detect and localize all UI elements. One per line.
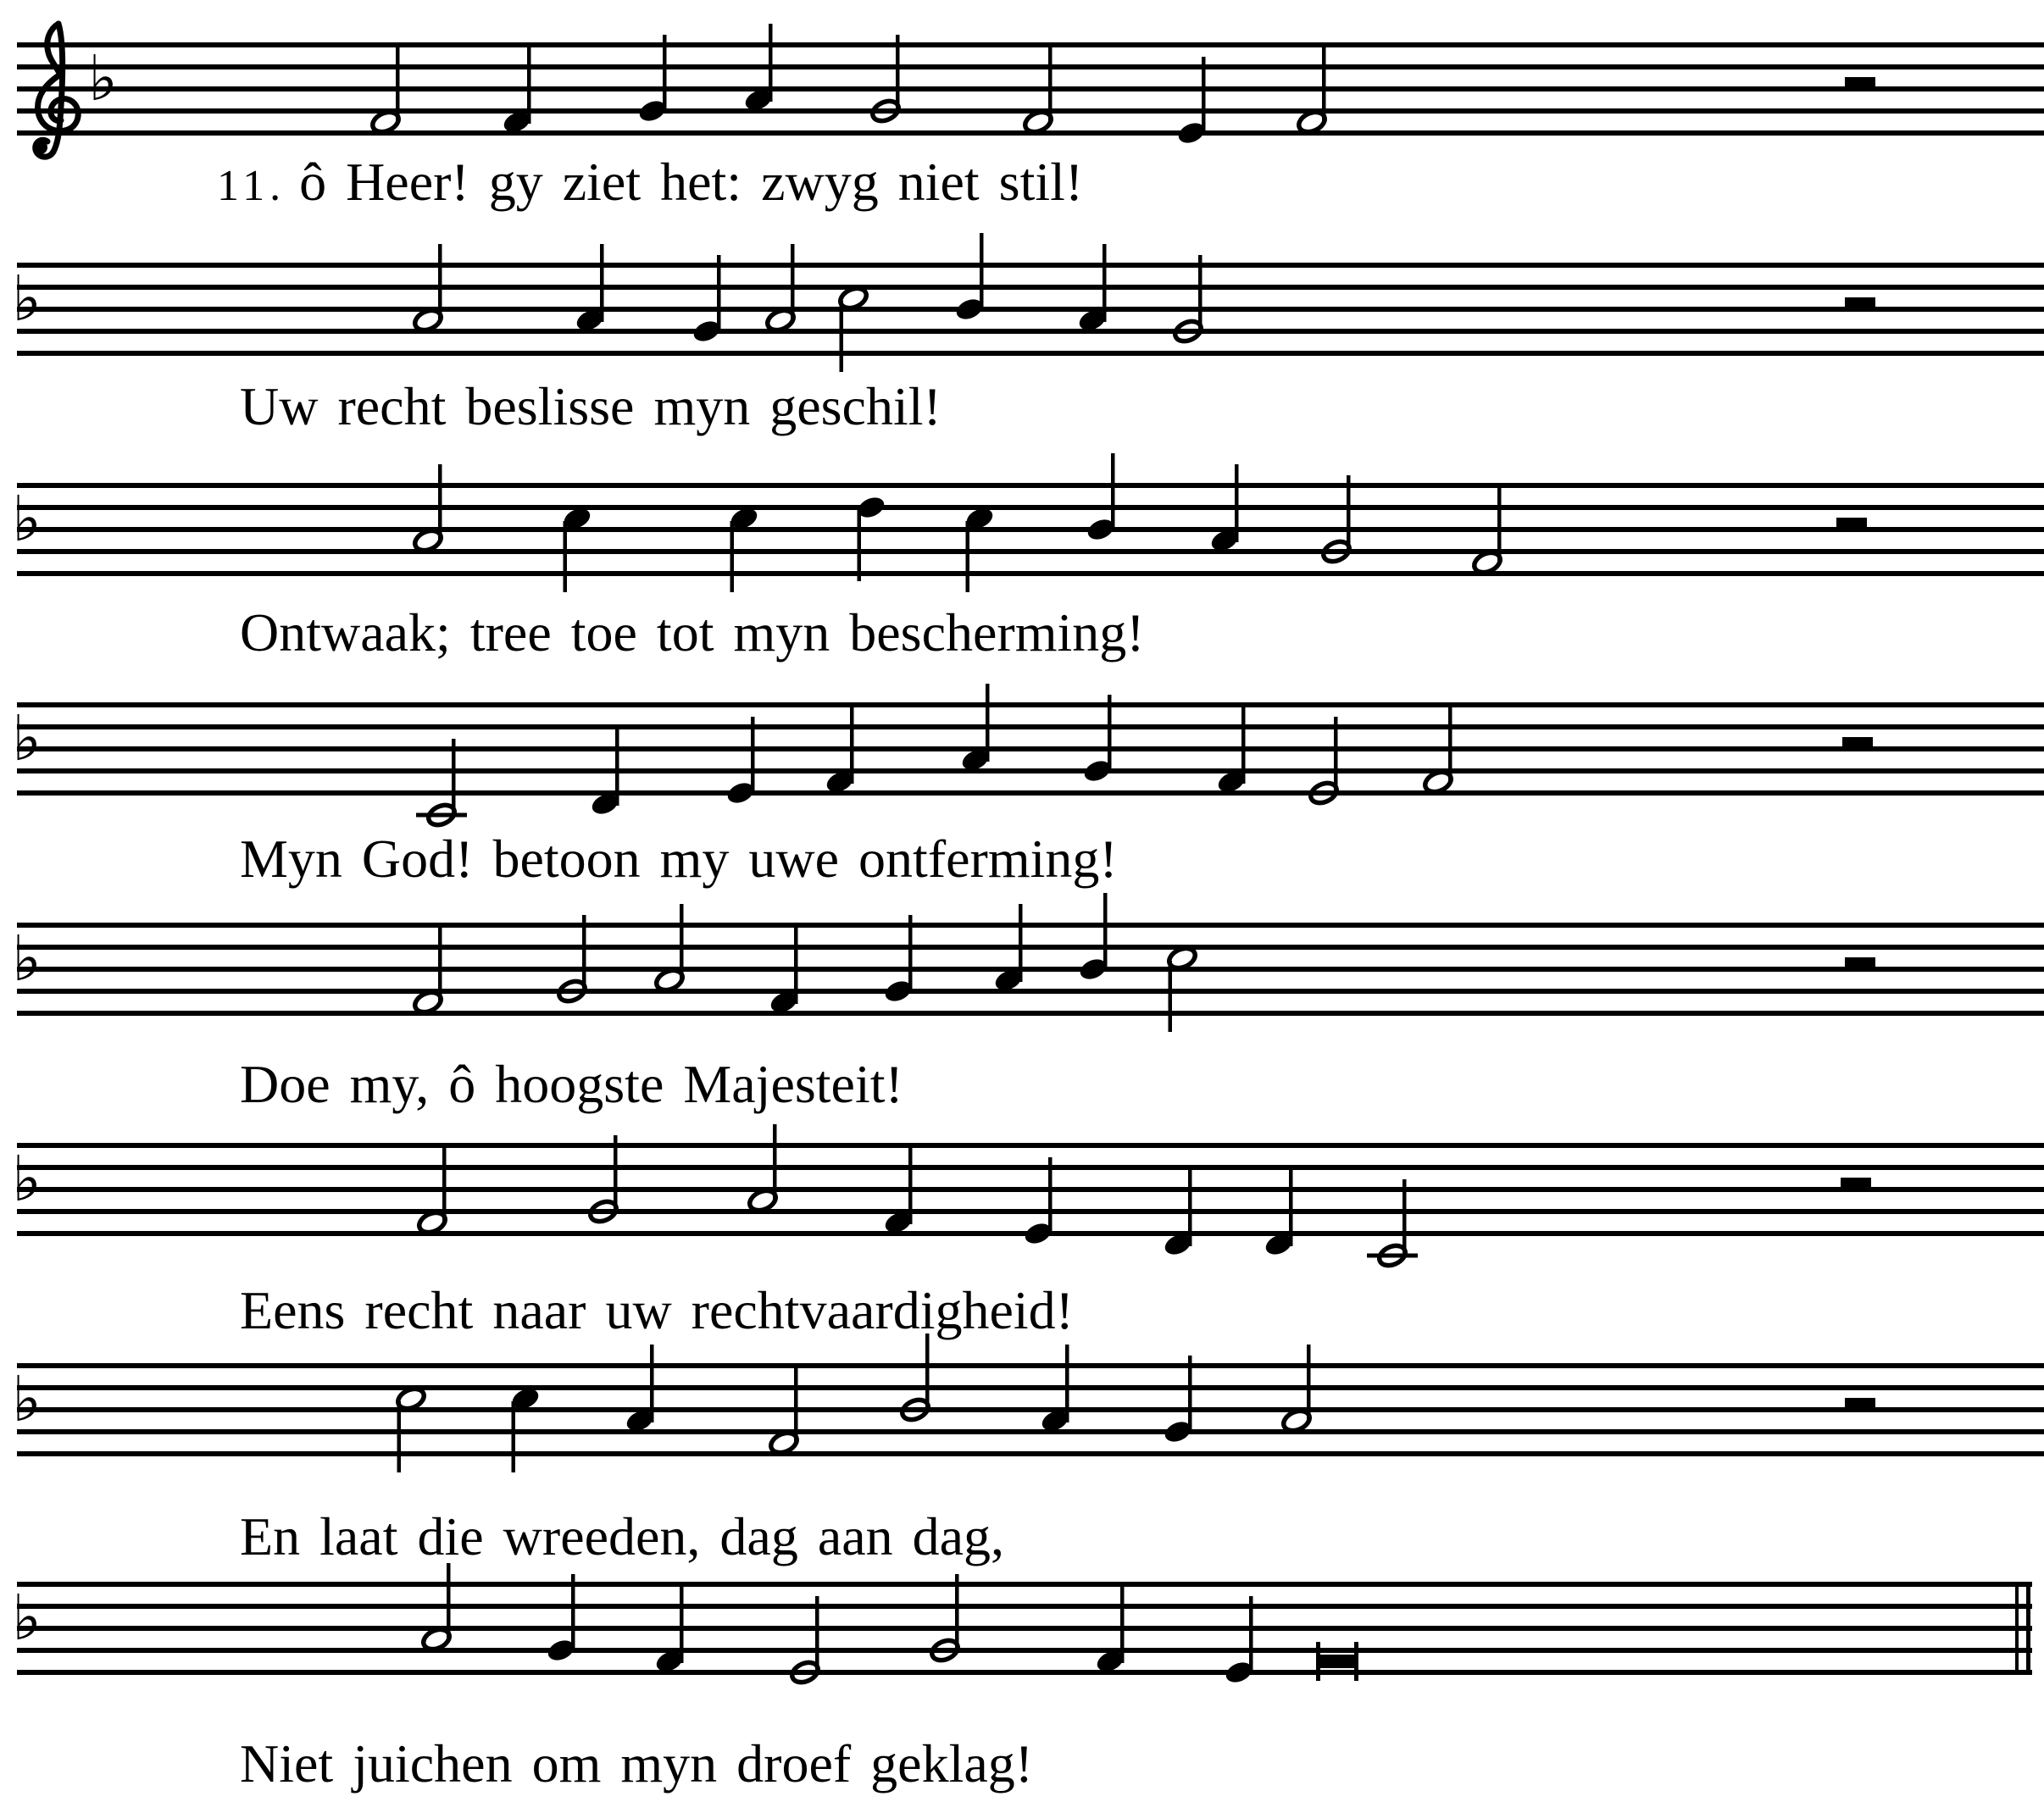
note-b4-quarter	[1085, 453, 1117, 543]
note-stem	[1322, 46, 1326, 124]
note-stem	[908, 915, 913, 993]
note-stem	[512, 1401, 516, 1472]
staff-system-5	[12, 893, 2044, 1032]
note-stem	[1448, 706, 1452, 784]
note-f4-breve	[1316, 1642, 1358, 1681]
note-stem	[717, 255, 721, 333]
lyric-line-3	[240, 602, 1145, 663]
note-stem	[396, 46, 400, 124]
staff-line	[17, 329, 2044, 334]
note-g4-quarter	[1162, 1356, 1194, 1445]
note-stem	[1108, 695, 1112, 773]
note-stem	[980, 233, 984, 311]
staff-line	[17, 967, 2044, 972]
staff-system-2	[12, 233, 2044, 372]
note-stem	[850, 706, 854, 784]
note-stem	[1198, 255, 1203, 333]
ledger-line	[416, 813, 467, 818]
note-stem	[615, 728, 619, 806]
note-stem	[840, 301, 844, 372]
note-stem	[896, 35, 900, 113]
final-barline-thin	[2015, 1582, 2019, 1675]
note-c5-half	[837, 285, 869, 372]
staff-line	[17, 724, 2044, 729]
staff-line	[17, 64, 2044, 69]
note-stem	[1048, 46, 1053, 124]
lyric-text: Ontwaak; tree toe tot myn bescherming!	[240, 602, 1145, 663]
staff-line	[17, 1670, 2032, 1675]
note-stem	[438, 926, 442, 1004]
note-stem	[955, 1574, 959, 1652]
lyric-line-4	[240, 829, 1118, 889]
note-stem	[447, 1563, 451, 1641]
key-signature-flat: ♭	[12, 1582, 42, 1655]
note-stem	[1188, 1356, 1192, 1433]
note-stem	[1202, 57, 1206, 135]
staff-line	[17, 1407, 2044, 1412]
note-g4-quarter	[545, 1574, 577, 1664]
note-stem	[858, 510, 862, 581]
staff-system-4	[12, 684, 2044, 829]
note-stem	[1307, 1345, 1311, 1422]
half-rest	[1842, 737, 1873, 749]
note-stem	[438, 244, 442, 322]
staff-line	[17, 285, 2044, 290]
note-c5-quarter	[561, 505, 593, 592]
lyric-line-6	[240, 1280, 1074, 1340]
lyric-text: ô Heer! gy ziet het: zwyg niet stil!	[299, 152, 1084, 212]
verse-number: 11.	[217, 162, 286, 210]
ledger-line	[1367, 1254, 1418, 1258]
staff-line	[17, 1209, 2044, 1214]
lyric-text: Doe my, ô hoogste Majesteit!	[240, 1054, 903, 1114]
half-rest	[1836, 518, 1867, 530]
note-stem	[663, 35, 667, 113]
note-stem	[571, 1574, 575, 1652]
staff-line	[17, 505, 2044, 510]
key-signature-flat: ♭	[12, 702, 42, 775]
note-b4-quarter	[1077, 893, 1109, 983]
staff-line	[17, 923, 2044, 928]
note-c5-half	[1166, 945, 1198, 1032]
note-stem	[1120, 1585, 1125, 1663]
staff-line	[17, 945, 2044, 950]
note-b4-quarter	[953, 233, 986, 323]
staff-line	[17, 702, 2044, 707]
staff-system-6	[12, 1124, 2044, 1269]
note-stem	[1334, 717, 1338, 795]
staff-line	[17, 1363, 2044, 1368]
note-stem	[1065, 1345, 1069, 1422]
final-barline-thick	[2026, 1582, 2030, 1675]
note-stem	[1289, 1168, 1293, 1246]
staff-line	[17, 1648, 2032, 1653]
lyric-text: Uw recht beslisse myn geschil!	[240, 376, 941, 436]
note-stem	[1241, 706, 1246, 784]
staff-line	[17, 790, 2044, 796]
note-e4-quarter	[1175, 57, 1208, 147]
note-stem	[1402, 1179, 1407, 1257]
lyric-line-7	[240, 1506, 1005, 1566]
note-stem	[751, 717, 755, 795]
half-rest	[1845, 1398, 1875, 1410]
staff-line	[17, 483, 2044, 488]
note-stem	[1111, 453, 1115, 531]
note-e4-quarter	[1223, 1596, 1255, 1686]
staff-line	[17, 1429, 2044, 1434]
half-rest	[1841, 1178, 1871, 1189]
note-d5-quarter	[855, 494, 887, 581]
key-signature-flat: ♭	[12, 1143, 42, 1216]
note-e4-quarter	[1022, 1157, 1054, 1247]
note-stem	[442, 1146, 447, 1224]
note-stem	[438, 464, 442, 542]
note-stem	[791, 244, 795, 322]
staff-line	[17, 1582, 2032, 1587]
note-stem	[564, 521, 568, 592]
half-rest	[1845, 957, 1875, 969]
note-stem	[966, 521, 970, 592]
lyric-text: En laat die wreeden, dag aan dag,	[240, 1506, 1005, 1566]
staff-system-3	[12, 453, 2044, 592]
staff-line	[17, 571, 2044, 576]
note-stem	[1249, 1596, 1253, 1674]
staff-line	[17, 1626, 2032, 1631]
half-rest	[1845, 297, 1875, 309]
staff-line	[17, 351, 2044, 356]
note-stem	[452, 739, 456, 817]
note-stem	[397, 1401, 402, 1472]
staff-line	[17, 1385, 2044, 1390]
lyric-text: Niet juichen om myn droef geklag!	[240, 1733, 1034, 1794]
note-stem	[650, 1345, 654, 1422]
note-stem	[1235, 464, 1239, 542]
key-signature-flat: ♭	[88, 42, 118, 115]
note-stem	[773, 1124, 777, 1202]
staff-system-1	[17, 24, 2044, 157]
staff-line	[17, 1187, 2044, 1192]
note-stem	[680, 904, 684, 982]
staff-system-8	[12, 1563, 2032, 1686]
staff-line	[17, 549, 2044, 554]
note-stem	[794, 1367, 798, 1444]
key-signature-flat: ♭	[12, 483, 42, 556]
note-stem	[1019, 904, 1023, 982]
staff-line	[17, 527, 2044, 532]
lyric-line-2	[240, 376, 941, 436]
note-stem	[769, 24, 773, 102]
note-c5-quarter	[728, 505, 760, 592]
note-stem	[1169, 961, 1173, 1032]
lyric-line-8	[240, 1733, 1034, 1794]
staff-line	[17, 989, 2044, 994]
note-g4-quarter	[882, 915, 914, 1005]
staff-line	[17, 108, 2044, 114]
note-e4-quarter	[725, 717, 757, 807]
staff-line	[17, 86, 2044, 91]
note-stem	[925, 1333, 930, 1411]
staff-system-7	[12, 1333, 2044, 1472]
note-stem	[1497, 486, 1502, 564]
note-stem	[815, 1596, 819, 1674]
note-stem	[680, 1585, 684, 1663]
note-c5-quarter	[509, 1385, 542, 1472]
staff-line	[17, 1165, 2044, 1170]
note-stem	[582, 915, 586, 993]
lyric-text: Myn God! betoon my uwe ontferming!	[240, 829, 1118, 889]
staff-line	[17, 768, 2044, 773]
note-c5-half	[395, 1385, 427, 1472]
half-rest	[1845, 77, 1875, 89]
key-signature-flat: ♭	[12, 923, 42, 995]
note-stem	[1048, 1157, 1053, 1235]
staff-line	[17, 1451, 2044, 1456]
staff-line	[17, 746, 2044, 751]
note-g4-quarter	[1081, 695, 1114, 785]
note-g4-quarter	[636, 35, 669, 125]
lyric-line-1	[217, 152, 1084, 212]
note-stem	[1103, 893, 1108, 971]
staff-line	[17, 1604, 2032, 1609]
note-stem	[600, 244, 604, 322]
staff-line	[17, 263, 2044, 268]
key-signature-flat: ♭	[12, 263, 42, 335]
staff-line	[17, 307, 2044, 312]
note-c5-quarter	[964, 505, 996, 592]
note-stem	[527, 46, 531, 124]
note-stem	[730, 521, 735, 592]
note-stem	[794, 926, 798, 1004]
note-stem	[1188, 1168, 1192, 1246]
note-stem	[986, 684, 990, 762]
staff-line	[17, 1011, 2044, 1016]
staff-line	[17, 1143, 2044, 1148]
note-stem	[1347, 475, 1351, 553]
note-g4-quarter	[691, 255, 723, 345]
note-stem	[614, 1135, 618, 1213]
note-stem	[908, 1146, 913, 1224]
key-signature-flat: ♭	[12, 1363, 42, 1436]
lyric-text: Eens recht naar uw rechtvaardigheid!	[240, 1280, 1074, 1340]
lyric-line-5	[240, 1054, 903, 1114]
staff-line	[17, 42, 2044, 47]
note-stem	[1103, 244, 1107, 322]
